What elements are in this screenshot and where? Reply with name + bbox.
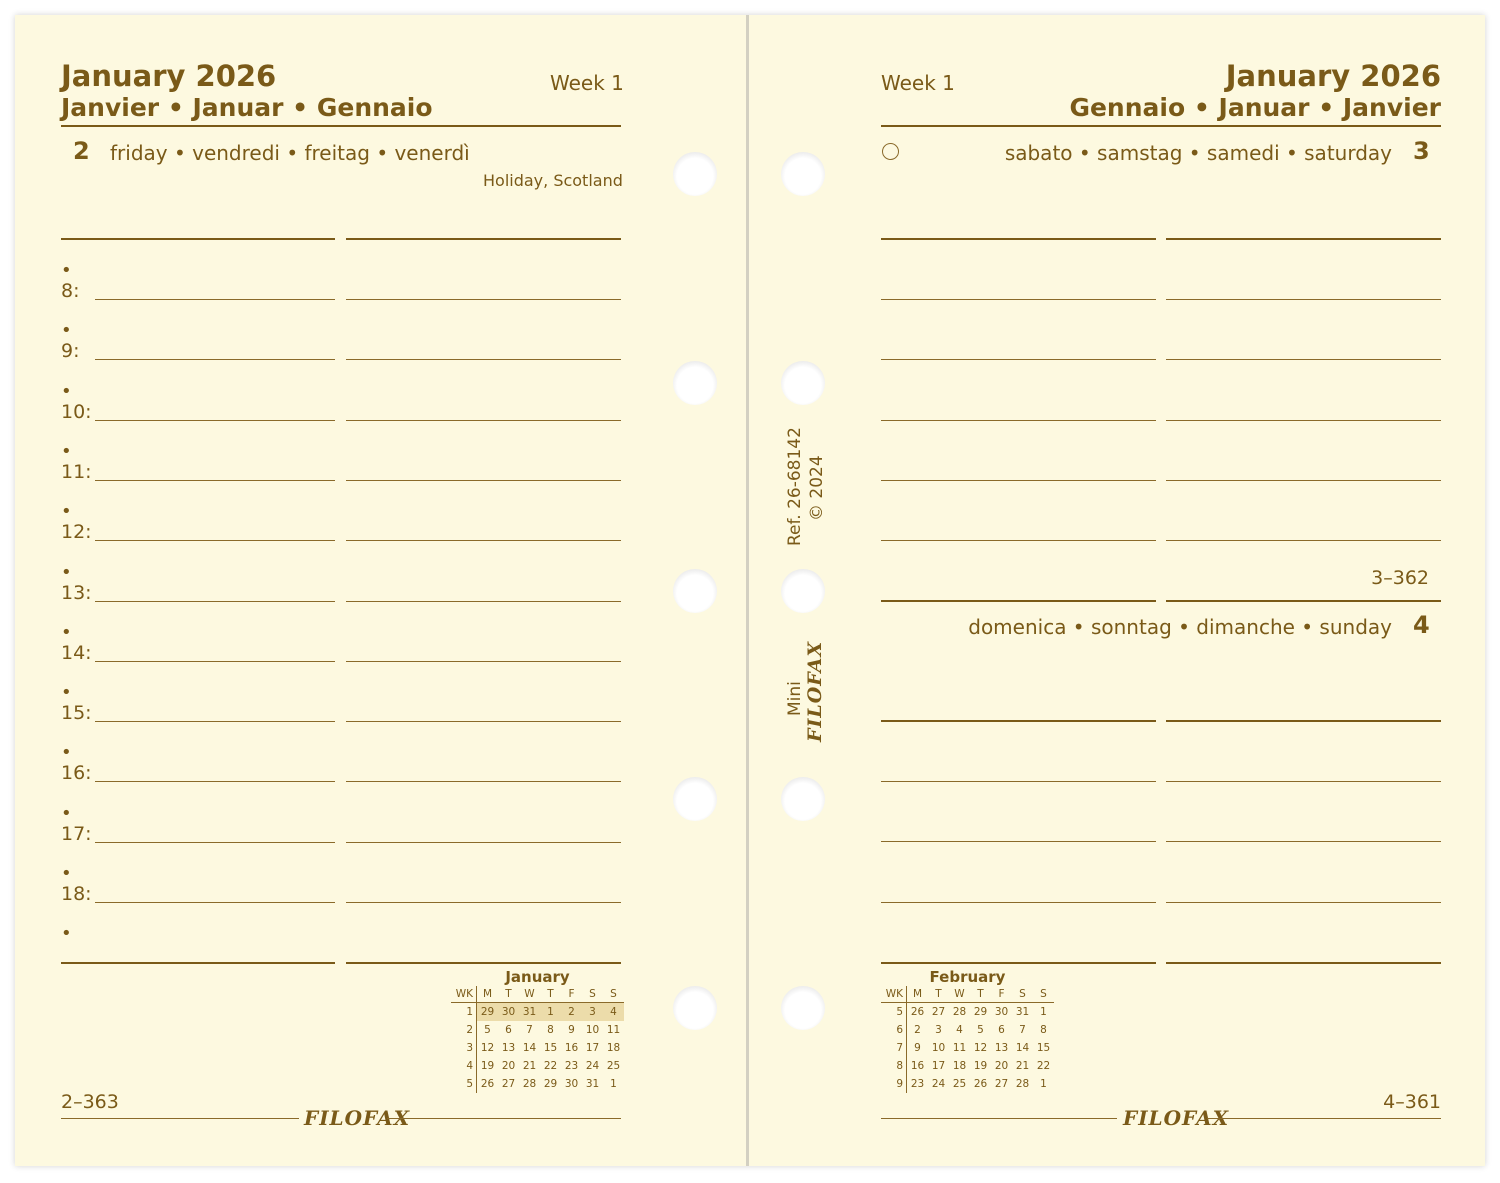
header-rule <box>881 125 1441 127</box>
calendar-header-cell: M <box>907 986 929 1003</box>
sunday-number: 4 <box>1413 611 1430 639</box>
calendar-day-cell: 24 <box>931 1078 946 1090</box>
half-hour-bullet: • <box>61 260 72 281</box>
mini-calendar-january <box>451 968 624 1093</box>
week-number-cell: 4 <box>451 1057 477 1075</box>
writing-line <box>346 661 621 662</box>
saturday-day-count: 3–362 <box>1371 567 1429 589</box>
mini-calendar-month: January <box>505 968 570 986</box>
section-rule <box>61 238 335 240</box>
calendar-header-cell: S <box>582 986 603 1003</box>
calendar-header-row <box>451 986 624 1003</box>
calendar-day-cell: 20 <box>501 1060 516 1072</box>
calendar-day-cell: 30 <box>564 1078 579 1090</box>
calendar-day-cell: 31 <box>585 1078 600 1090</box>
writing-line <box>95 540 335 541</box>
calendar-day-cell: 24 <box>585 1060 600 1072</box>
ring-hole <box>673 777 717 821</box>
calendar-week-row <box>881 1075 1054 1093</box>
writing-line <box>346 842 621 843</box>
time-label: 8: <box>61 280 80 302</box>
week-number-cell: 8 <box>881 1057 907 1075</box>
calendar-day-cell: 11 <box>952 1042 967 1054</box>
calendar-day-cell: 4 <box>956 1024 963 1036</box>
calendar-day-cell: 6 <box>505 1024 512 1036</box>
writing-line <box>1166 299 1441 300</box>
calendar-header-cell: T <box>928 986 949 1003</box>
calendar-header-cell: WK <box>451 986 477 1003</box>
calendar-week-row <box>451 1021 624 1039</box>
footer-rule <box>881 1118 1117 1119</box>
time-label: 14: <box>61 641 92 664</box>
calendar-day-cell: 28 <box>1015 1078 1030 1090</box>
calendar-day-cell: 7 <box>1019 1024 1026 1036</box>
calendar-day-cell: 29 <box>477 1003 499 1022</box>
writing-line <box>95 781 335 782</box>
calendar-day-cell: 25 <box>952 1078 967 1090</box>
week-number-cell: 9 <box>881 1075 907 1093</box>
size-label: Mini <box>785 681 805 716</box>
calendar-week-row <box>881 1057 1054 1075</box>
calendar-header-cell: T <box>540 986 561 1003</box>
calendar-day-cell: 17 <box>931 1060 946 1072</box>
section-rule <box>881 720 1156 722</box>
section-rule <box>881 600 1156 602</box>
calendar-header-row <box>881 986 1054 1003</box>
calendar-day-cell: 4 <box>603 1003 624 1022</box>
calendar-day-cell: 21 <box>1015 1060 1030 1072</box>
footer-rule <box>61 1118 299 1119</box>
writing-line <box>1166 781 1441 782</box>
calendar-day-cell: 16 <box>564 1042 579 1054</box>
time-label: 15: <box>61 702 92 725</box>
writing-line <box>346 480 621 481</box>
half-hour-bullet: • <box>61 863 72 884</box>
half-hour-bullet: • <box>61 682 72 704</box>
writing-line <box>95 420 335 421</box>
calendar-header-cell: S <box>1033 986 1054 1003</box>
calendar-day-cell: 27 <box>931 1006 946 1018</box>
writing-line <box>346 420 621 421</box>
section-rule <box>1166 962 1441 964</box>
writing-line <box>95 661 335 662</box>
calendar-day-cell: 12 <box>973 1042 988 1054</box>
writing-line <box>881 420 1156 421</box>
calendar-day-cell: 27 <box>501 1078 516 1090</box>
calendar-week-row <box>451 1003 624 1022</box>
writing-line <box>1166 420 1441 421</box>
ring-hole <box>781 569 825 613</box>
ring-hole <box>673 361 717 405</box>
calendar-header-cell: S <box>1012 986 1033 1003</box>
writing-line <box>881 902 1156 903</box>
calendar-day-cell: 31 <box>519 1003 540 1022</box>
calendar-day-cell: 26 <box>973 1078 988 1090</box>
writing-line <box>881 781 1156 782</box>
week-number-cell: 3 <box>451 1039 477 1057</box>
calendar-header-cell: WK <box>881 986 907 1003</box>
calendar-header-cell: F <box>991 986 1012 1003</box>
writing-line <box>881 359 1156 360</box>
calendar-day-cell: 15 <box>1036 1042 1051 1054</box>
calendar-week-row <box>451 1057 624 1075</box>
section-rule <box>1166 238 1441 240</box>
calendar-day-cell: 28 <box>522 1078 537 1090</box>
calendar-day-cell: 2 <box>561 1003 582 1022</box>
checkbox-circle-icon[interactable] <box>882 143 899 160</box>
mini-calendar-grid <box>881 986 1054 1093</box>
calendar-day-cell: 19 <box>480 1060 495 1072</box>
calendar-day-cell: 9 <box>568 1024 575 1036</box>
calendar-day-cell: 23 <box>564 1060 579 1072</box>
calendar-header-cell: S <box>603 986 624 1003</box>
calendar-day-cell: 1 <box>1040 1078 1047 1090</box>
right-month-title: January 2026 <box>1225 59 1441 93</box>
section-rule <box>1166 600 1441 602</box>
calendar-header-cell: M <box>477 986 499 1003</box>
page-count: 2–363 <box>61 1091 119 1113</box>
filofax-logo: FILOFAX <box>1123 1106 1230 1130</box>
calendar-day-cell: 14 <box>522 1042 537 1054</box>
writing-line <box>1166 841 1441 842</box>
calendar-day-cell: 13 <box>994 1042 1009 1054</box>
page-count: 4–361 <box>1383 1091 1441 1113</box>
calendar-day-cell: 21 <box>522 1060 537 1072</box>
ring-hole <box>781 986 825 1030</box>
calendar-day-cell: 12 <box>480 1042 495 1054</box>
half-hour-bullet: • <box>61 380 72 402</box>
reference-number: Ref. 26-68142 <box>785 427 805 546</box>
calendar-day-cell: 16 <box>910 1060 925 1072</box>
writing-line <box>346 781 621 782</box>
calendar-day-cell: 1 <box>610 1078 617 1090</box>
time-label: 17: <box>61 822 92 845</box>
right-month-translations: Gennaio • Januar • Janvier <box>1069 93 1441 122</box>
sunday-names: domenica • sonntag • dimanche • sunday <box>968 615 1392 639</box>
writing-line <box>346 601 621 602</box>
half-hour-bullet: • <box>61 501 72 523</box>
right-week-label: Week 1 <box>881 71 955 95</box>
half-hour-bullet: • <box>61 561 72 583</box>
spine-filofax-logo: FILOFAX <box>804 640 826 742</box>
calendar-day-cell: 17 <box>585 1042 600 1054</box>
writing-line <box>346 902 621 903</box>
holiday-note: Holiday, Scotland <box>483 171 623 190</box>
writing-line <box>1166 359 1441 360</box>
calendar-day-cell: 9 <box>914 1042 921 1054</box>
calendar-day-cell: 14 <box>1015 1042 1030 1054</box>
calendar-day-cell: 10 <box>931 1042 946 1054</box>
writing-line <box>346 359 621 360</box>
calendar-day-cell: 30 <box>498 1003 519 1022</box>
calendar-day-cell: 20 <box>994 1060 1009 1072</box>
mini-calendar-grid <box>451 986 624 1093</box>
calendar-header-cell: T <box>970 986 991 1003</box>
week-number-cell: 5 <box>451 1075 477 1093</box>
half-hour-bullet: • <box>61 742 72 764</box>
week-number-cell: 5 <box>881 1003 907 1022</box>
week-number-cell: 7 <box>881 1039 907 1057</box>
calendar-day-cell: 15 <box>543 1042 558 1054</box>
section-rule <box>881 238 1156 240</box>
writing-line <box>346 721 621 722</box>
calendar-day-cell: 7 <box>526 1024 533 1036</box>
time-label: 18: <box>61 883 92 905</box>
calendar-day-cell: 28 <box>952 1006 967 1018</box>
calendar-header-cell: T <box>498 986 519 1003</box>
week-number-cell: 6 <box>881 1021 907 1039</box>
section-rule <box>346 962 621 964</box>
calendar-day-cell: 23 <box>910 1078 925 1090</box>
calendar-day-cell: 10 <box>585 1024 600 1036</box>
footer-rule <box>387 1118 621 1119</box>
writing-line <box>95 601 335 602</box>
calendar-week-row <box>881 1021 1054 1039</box>
calendar-day-cell: 29 <box>543 1078 558 1090</box>
day-number: 2 <box>73 137 90 165</box>
section-rule <box>346 238 621 240</box>
section-rule <box>1166 720 1441 722</box>
calendar-day-cell: 26 <box>910 1006 925 1018</box>
left-month-translations: Janvier • Januar • Gennaio <box>61 93 433 122</box>
footer-rule <box>1207 1118 1441 1119</box>
ring-hole <box>781 361 825 405</box>
calendar-day-cell: 29 <box>973 1006 988 1018</box>
left-week-label: Week 1 <box>550 71 624 95</box>
writing-line <box>1166 902 1441 903</box>
calendar-week-row <box>451 1075 624 1093</box>
calendar-day-cell: 8 <box>1040 1024 1047 1036</box>
calendar-header-cell: W <box>519 986 540 1003</box>
calendar-day-cell: 25 <box>606 1060 621 1072</box>
writing-line <box>881 299 1156 300</box>
calendar-day-cell: 5 <box>977 1024 984 1036</box>
time-label: 10: <box>61 400 92 423</box>
writing-line <box>1166 540 1441 541</box>
writing-line <box>1166 480 1441 481</box>
calendar-day-cell: 22 <box>1036 1060 1051 1072</box>
saturday-number: 3 <box>1413 137 1430 165</box>
writing-line <box>346 299 621 300</box>
calendar-day-cell: 30 <box>994 1006 1009 1018</box>
week-number-cell: 1 <box>451 1003 477 1022</box>
mini-calendar-february <box>881 968 1054 1093</box>
calendar-day-cell: 31 <box>1015 1006 1030 1018</box>
calendar-day-cell: 19 <box>973 1060 988 1072</box>
calendar-day-cell: 18 <box>606 1042 621 1054</box>
calendar-day-cell: 6 <box>998 1024 1005 1036</box>
time-label: 13: <box>61 581 92 604</box>
left-month-title: January 2026 <box>61 59 277 93</box>
time-label: 11: <box>61 460 92 483</box>
ring-hole <box>673 152 717 196</box>
calendar-day-cell: 27 <box>994 1078 1009 1090</box>
calendar-day-cell: 3 <box>935 1024 942 1036</box>
time-label: 12: <box>61 521 92 544</box>
calendar-day-cell: 1 <box>1040 1006 1047 1018</box>
time-label: 9: <box>61 340 80 363</box>
saturday-names: sabato • samstag • samedi • saturday <box>1004 141 1392 165</box>
writing-line <box>881 540 1156 541</box>
calendar-day-cell: 8 <box>547 1024 554 1036</box>
diary-spread <box>15 15 1485 1166</box>
half-hour-bullet: • <box>61 440 72 462</box>
half-hour-bullet: • <box>61 621 72 643</box>
copyright: © 2024 <box>807 455 827 521</box>
ring-hole <box>781 777 825 821</box>
calendar-day-cell: 1 <box>540 1003 561 1022</box>
page-spine <box>746 15 749 1166</box>
writing-line <box>95 721 335 722</box>
calendar-day-cell: 2 <box>914 1024 921 1036</box>
calendar-day-cell: 3 <box>582 1003 603 1022</box>
writing-line <box>346 540 621 541</box>
ring-hole <box>673 986 717 1030</box>
week-number-cell: 2 <box>451 1021 477 1039</box>
ring-hole <box>673 569 717 613</box>
calendar-header-cell: W <box>949 986 970 1003</box>
half-hour-bullet: • <box>61 802 72 824</box>
time-label: 16: <box>61 762 92 785</box>
calendar-day-cell: 26 <box>480 1078 495 1090</box>
filofax-logo: FILOFAX <box>304 1106 411 1130</box>
calendar-day-cell: 11 <box>606 1024 621 1036</box>
writing-line <box>881 841 1156 842</box>
calendar-day-cell: 18 <box>952 1060 967 1072</box>
calendar-day-cell: 5 <box>484 1024 491 1036</box>
writing-line <box>95 480 335 481</box>
half-hour-bullet: • <box>61 320 72 342</box>
writing-line <box>95 842 335 843</box>
calendar-day-cell: 22 <box>543 1060 558 1072</box>
header-rule <box>61 125 621 127</box>
calendar-week-row <box>451 1039 624 1057</box>
calendar-header-cell: F <box>561 986 582 1003</box>
writing-line <box>881 480 1156 481</box>
writing-line <box>95 299 335 300</box>
day-names: friday • vendredi • freitag • venerdì <box>110 141 470 165</box>
mini-calendar-month: February <box>929 968 1006 986</box>
calendar-week-row <box>881 1039 1054 1057</box>
half-hour-bullet: • <box>61 923 72 945</box>
calendar-day-cell: 13 <box>501 1042 516 1054</box>
section-rule <box>61 962 335 964</box>
writing-line <box>95 359 335 360</box>
ring-hole <box>781 152 825 196</box>
writing-line <box>95 902 335 903</box>
section-rule <box>881 962 1156 964</box>
calendar-week-row <box>881 1003 1054 1022</box>
